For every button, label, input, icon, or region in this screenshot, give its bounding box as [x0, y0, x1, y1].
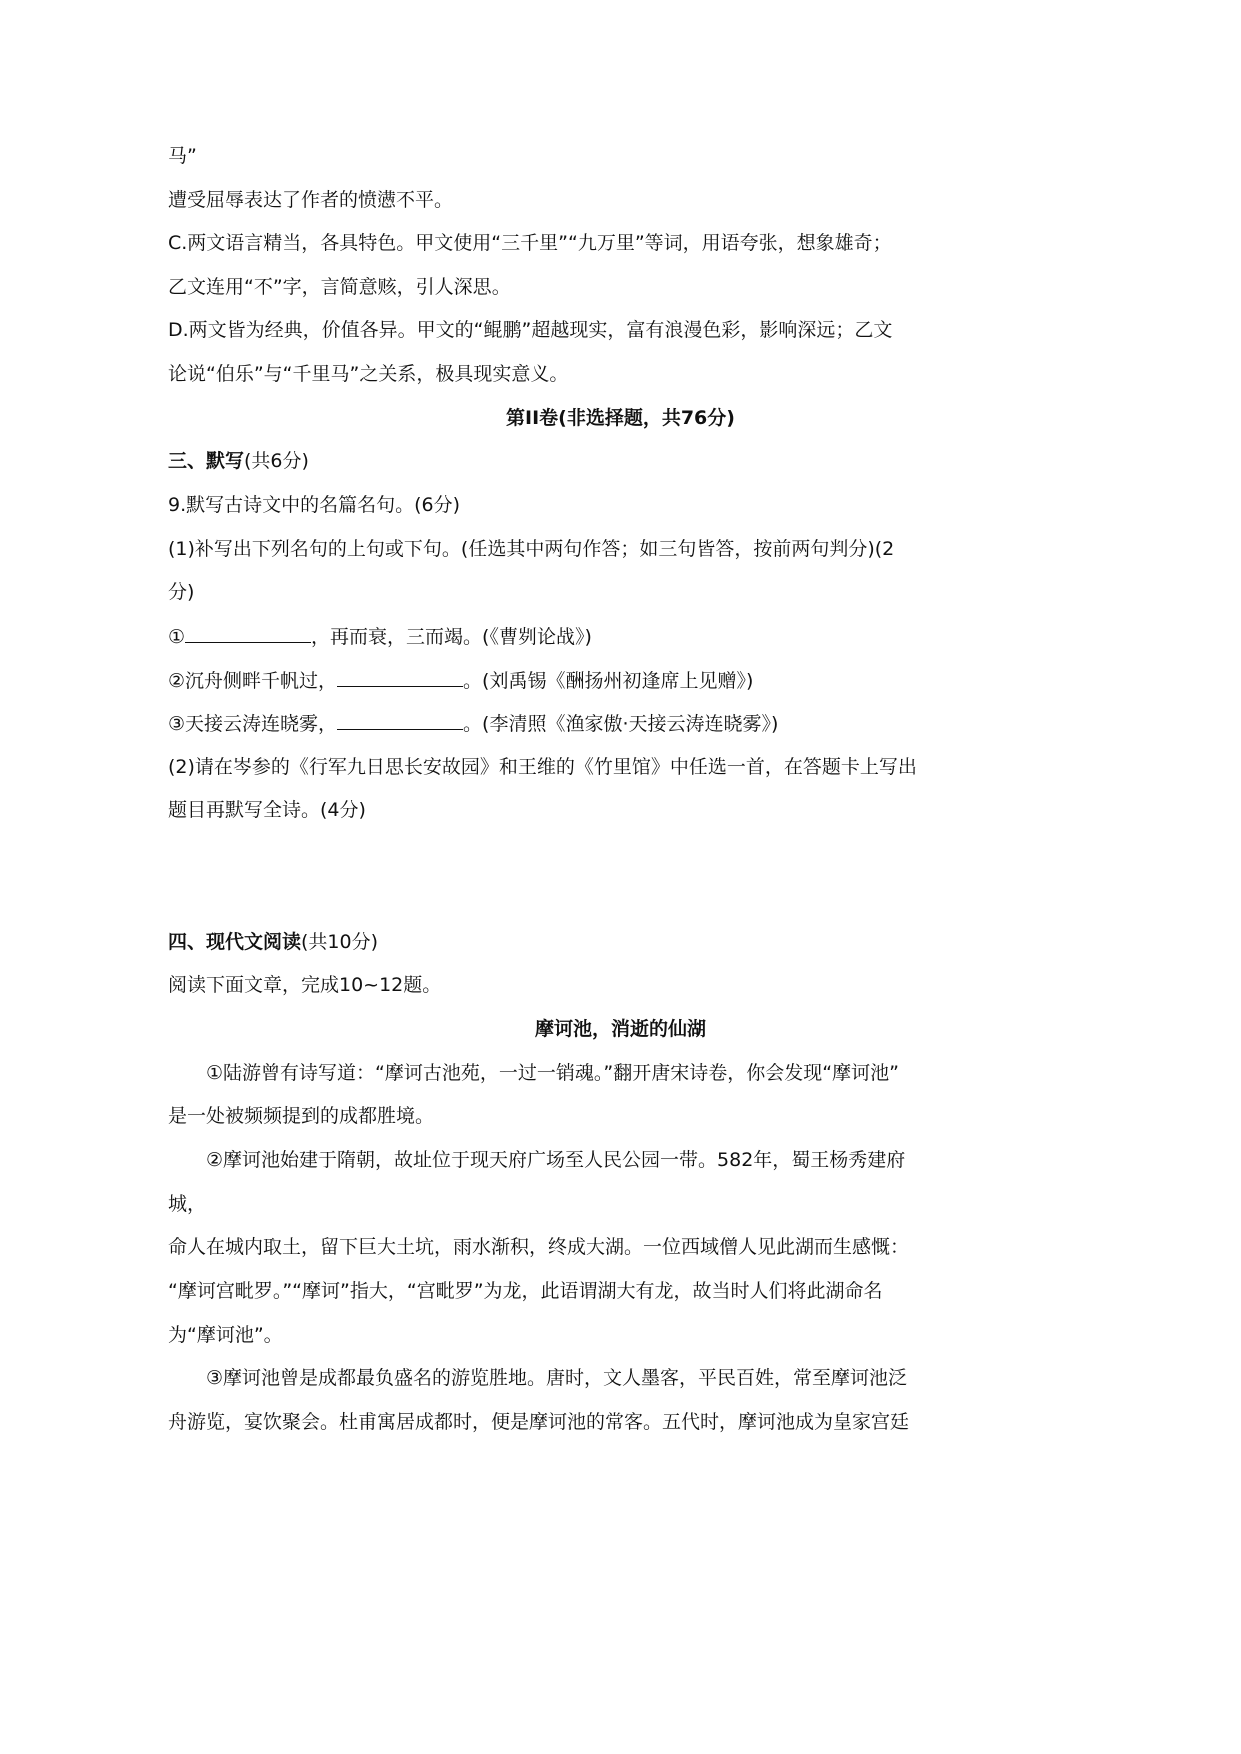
text-line: 论说“伯乐”与“千里马”之关系，极具现实意义。: [168, 363, 569, 385]
q9-stem: 9.默写古诗文中的名篇名句。(6分): [168, 494, 461, 516]
paragraph-line: 为“摩诃池”。: [168, 1324, 283, 1346]
paragraph-line: ①陆游曾有诗写道：“摩诃古池苑，一过一销魂。”翻开唐宋诗卷，你会发现“摩诃池”: [206, 1062, 899, 1084]
item-text: ②沉舟侧畔千帆过，: [168, 670, 338, 692]
answer-blank[interactable]: [337, 711, 463, 730]
paragraph-line: ②摩诃池始建于隋朝，故址位于现天府广场至人民公园一带。582年，蜀王杨秀建府: [206, 1149, 906, 1171]
answer-blank[interactable]: [185, 624, 311, 643]
text-line: 遭受屈辱表达了作者的愤懑不平。: [168, 189, 454, 211]
section3-heading: [168, 449, 309, 473]
section3-title: 三、默写: [168, 450, 245, 472]
q9-sub1: (1)补写出下列名句的上句或下句。(任选其中两句作答；如三句皆答，按前两句判分)(2: [168, 538, 895, 560]
item-text: 。(李清照《渔家傲·天接云涛连晓雾》): [463, 713, 779, 735]
option-d: D.两文皆为经典，价值各异。甲文的“鲲鹏”超越现实，富有浪漫色彩，影响深远；乙文: [168, 319, 893, 341]
section4-score: (共10分): [301, 931, 379, 953]
article-title: 摩诃池，消逝的仙湖: [534, 1018, 706, 1040]
text-line: 乙文连用“不”字，言简意赅，引人深思。: [168, 276, 511, 298]
q9-item2: [168, 668, 753, 693]
q9-item1: [168, 624, 592, 649]
paragraph-line: 是一处被频频提到的成都胜境。: [168, 1105, 435, 1127]
part2-title: 第II卷(非选择题，共76分): [506, 407, 735, 429]
item-number: ①: [168, 626, 186, 648]
item-text: ③天接云涛连晓雾，: [168, 713, 338, 735]
q9-sub2: (2)请在岑参的《行军九日思长安故园》和王维的《竹里馆》中任选一首，在答题卡上写出: [168, 756, 917, 778]
item-text: ，再而衰，三而竭。(《曹刿论战》): [311, 626, 592, 648]
section4-heading: [168, 930, 378, 954]
text-line: 马”: [168, 145, 197, 167]
paragraph-line: 命人在城内取土，留下巨大土坑，雨水渐积，终成大湖。一位西域僧人见此湖而生感慨：: [168, 1236, 910, 1258]
paragraph-line: 舟游览，宴饮聚会。杜甫寓居成都时，便是摩诃池的常客。五代时，摩诃池成为皇家宫廷: [168, 1411, 910, 1433]
section4-instruction: 阅读下面文章，完成10~12题。: [168, 974, 442, 996]
q9-sub1-cont: 分): [168, 581, 195, 603]
answer-blank[interactable]: [337, 668, 463, 687]
item-text: 。(刘禹锡《酬扬州初逢席上见赠》): [463, 670, 754, 692]
section3-score: (共6分): [244, 450, 309, 472]
option-c: C.两文语言精当，各具特色。甲文使用“三千里”“九万里”等词，用语夸张，想象雄奇；: [168, 232, 892, 254]
paragraph-line: 城，: [168, 1193, 207, 1215]
section4-title: 四、现代文阅读: [168, 931, 302, 953]
paragraph-line: “摩诃宫毗罗。”“摩诃”指大，“宫毗罗”为龙，此语谓湖大有龙，故当时人们将此湖命名: [168, 1280, 883, 1302]
q9-item3: [168, 711, 778, 736]
paragraph-line: ③摩诃池曾是成都最负盛名的游览胜地。唐时，文人墨客，平民百姓，常至摩诃池泛: [206, 1367, 908, 1389]
q9-sub2-cont: 题目再默写全诗。(4分): [168, 799, 366, 821]
